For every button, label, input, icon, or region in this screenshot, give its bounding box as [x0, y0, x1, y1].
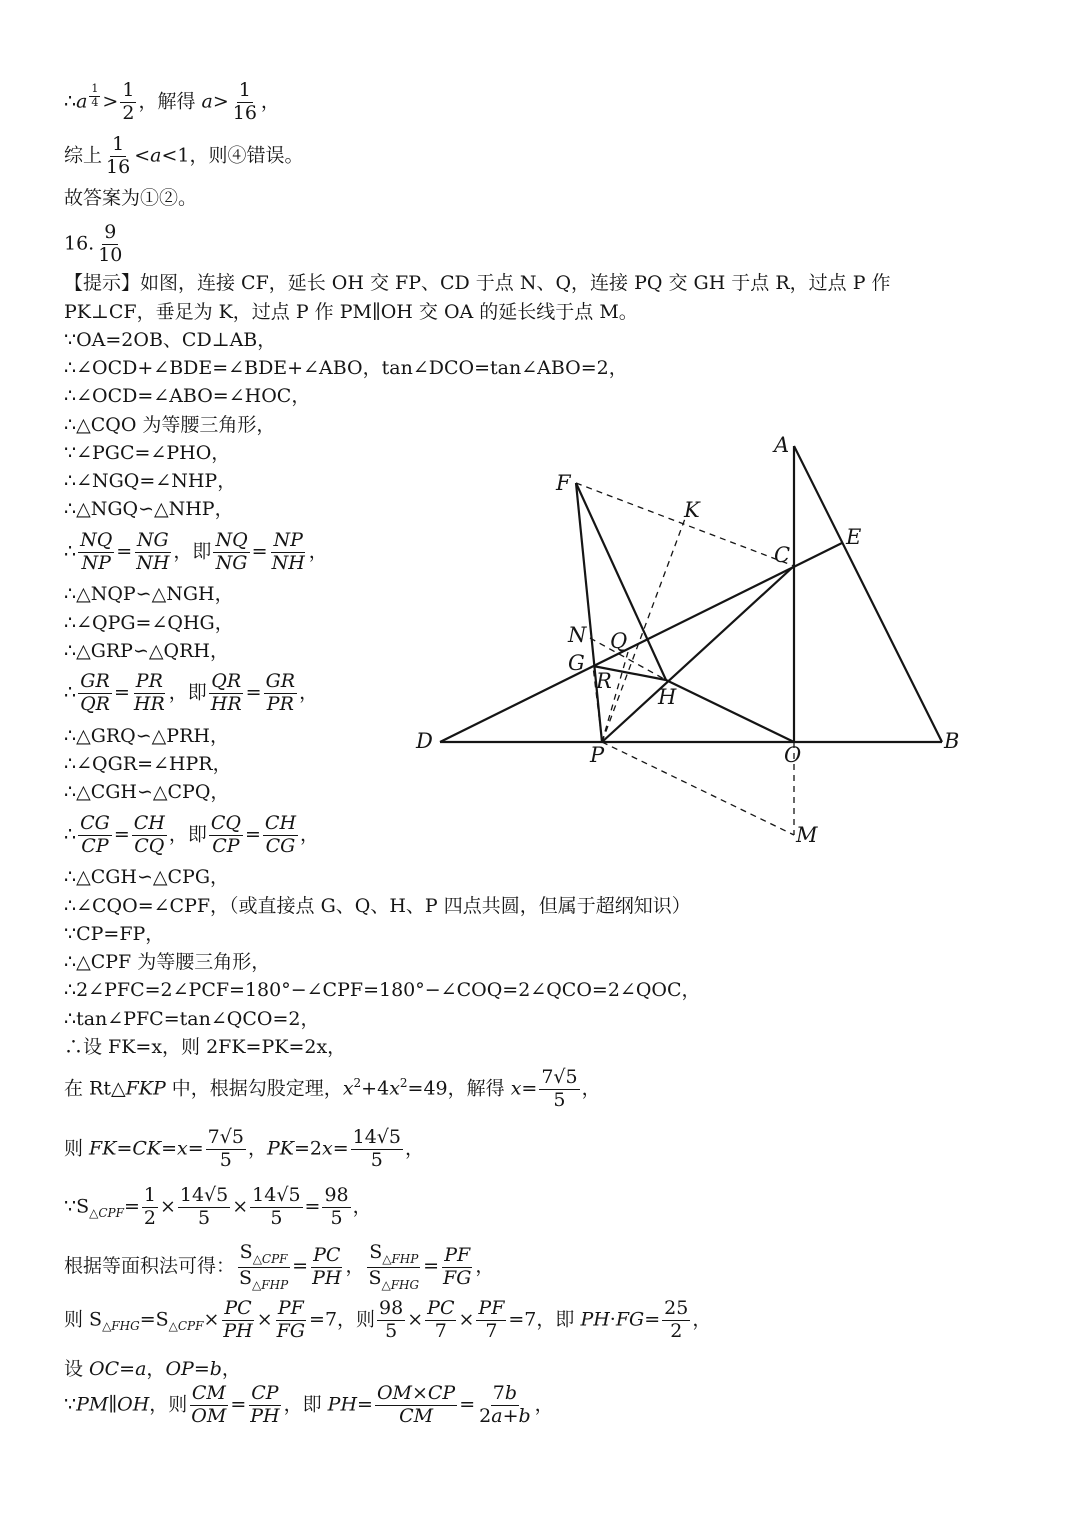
label-B: B [944, 729, 960, 753]
text-line-26: ∴△CPF 为等腰三角形， [64, 951, 271, 973]
text-line-25: ∵CP=FP， [64, 923, 165, 945]
text-line-10: ∴△CQO 为等腰三角形， [64, 414, 276, 436]
text-line-1: ∴a $^{\frac{1}{4}}$ > $\frac{1}{2}$ ，解得 a> $\frac{1}{16}$ ， [64, 79, 280, 124]
text-line-17: ∴△GRP∽△QRH， [64, 640, 229, 662]
segment-DE [440, 543, 842, 742]
label-D: D [416, 729, 433, 753]
label-P: P [590, 743, 605, 767]
text-line-18: ∴ $\frac{GR}{QR}$ = $\frac{PR}{HR}$ ，即 $\frac{QR}{HR}$ = $\frac{GR}{PR}$ ， [64, 670, 319, 715]
label-O: O [784, 743, 802, 767]
text-line-27: ∴2∠PFC=2∠PCF=180°−∠CPF=180°−∠COQ=2∠QCO=2∠QOC， [64, 979, 701, 1001]
text-line-21: ∴△CGH∽△CPQ， [64, 781, 230, 803]
dashed-PQ [602, 652, 628, 742]
text-line-4: 16. $\frac{9}{10}$ [64, 221, 123, 266]
text-line-35: 设 OC=a，OP=b， [64, 1358, 241, 1380]
text-line-33: 根据等面积法可得： $\frac{S_{\triangle CPF}}{S_{\triangle FHP}}$ = $\frac{PC}{PH}$ ， $\frac{S_{\triangle FHP}}{S_{\triangle FHG}}$ = $\frac{PF}{FG}$ ， [64, 1241, 495, 1292]
text-line-8: ∴∠OCD+∠BDE=∠BDE+∠ABO，tan∠DCO=tan∠ABO=2， [64, 357, 628, 379]
segment-FP [576, 483, 602, 742]
label-Q: Q [610, 629, 628, 653]
text-line-28: ∴tan∠PFC=tan∠QCO=2， [64, 1008, 320, 1030]
text-line-24: ∴∠CQO=∠CPF，（或直接点 G、Q、H、P 四点共圆，但属于超纲知识） [64, 895, 691, 917]
text-line-31: 则 FK=CK=x= $\frac{7√5}{5}$ ，PK=2x= $\frac{14√5}{5}$ ， [64, 1126, 424, 1171]
text-line-23: ∴△CGH∽△CPG， [64, 866, 230, 888]
text-line-32: $\because S_{\triangle CPF}=$ $\frac{1}{2}$ × $\frac{14√5}{5}$ × $\frac{14√5}{5}$ = $\frac{98}{5}$ ， [64, 1184, 372, 1229]
label-N: N [568, 623, 587, 647]
segment-HO [666, 680, 794, 742]
dashed-PM [602, 742, 794, 835]
label-E: E [846, 525, 862, 549]
text-line-14: ∴ $\frac{NQ}{NP}$ = $\frac{NG}{NH}$ ，即 $\frac{NQ}{NG}$ = $\frac{NP}{NH}$ ， [64, 529, 328, 574]
text-line-34: 则 $S_{\triangle FHG}=S_{\triangle CPF}\times$ $\frac{PC}{PH}$ × $\frac{PF}{FG}$ =7，则 $\frac{98}{5}$ × $\frac{PC}{7}$ × $\frac{PF}{7}$ =7，即 PH·FG= $\frac{25}{2}$ ， [64, 1297, 712, 1342]
text-line-7: ∵OA=2OB、CD⊥AB， [64, 329, 277, 351]
text-line-13: ∴△NGQ∽△NHP， [64, 498, 234, 520]
label-R: R [596, 669, 612, 693]
label-G: G [568, 651, 585, 675]
label-A: A [774, 433, 790, 457]
text-line-12: ∴∠NGQ=∠NHP， [64, 470, 237, 492]
text-line-29: ∴设 FK=x，则 2FK=PK=2x， [64, 1036, 347, 1058]
text-line-6: PK⊥CF，垂足为 K，过点 P 作 PM∥OH 交 OA 的延长线于点 M。 [64, 301, 638, 323]
text-line-19: ∴△GRQ∽△PRH， [64, 725, 229, 747]
text-line-3: 故答案为①②。 [64, 187, 198, 209]
label-F: F [556, 471, 571, 495]
text-line-5: 【提示】如图，连接 CF，延长 OH 交 FP、CD 于点 N、Q，连接 PQ 交 GH 于点 R，过点 P 作 [64, 272, 891, 294]
text-line-9: ∴∠OCD=∠ABO=∠HOC， [64, 385, 311, 407]
label-C: C [774, 543, 791, 567]
text-line-2: 综上 $\frac{1}{16}$ <a<1，则④错误。 [64, 133, 304, 178]
text-line-11: ∵∠PGC=∠PHO， [64, 442, 231, 464]
text-line-16: ∴∠QPG=∠QHG， [64, 612, 234, 634]
text-line-22: ∴ $\frac{CG}{CP}$ = $\frac{CH}{CQ}$ ，即 $\frac{CQ}{CP}$ = $\frac{CH}{CG}$ ， [64, 812, 320, 857]
text-line-15: ∴△NQP∽△NGH， [64, 583, 234, 605]
segment-AB [794, 446, 942, 742]
segment-PC [602, 566, 794, 742]
label-M: M [796, 823, 818, 847]
label-K: K [684, 498, 700, 522]
label-H: H [658, 685, 677, 709]
text-line-30: 在 Rt△FKP 中，根据勾股定理，$x^2+4x^2=49$，解得 x= $\frac{7√5}{5}$ ， [64, 1066, 601, 1111]
text-line-36: ∵PM∥OH，则 $\frac{CM}{OM}$ = $\frac{CP}{PH}$ ，即 PH= $\frac{OM\times CP}{CM}$ = $\frac{7b}{2a+b}$ ， [64, 1382, 554, 1427]
text-line-20: ∴∠QGR=∠HPR， [64, 753, 232, 775]
